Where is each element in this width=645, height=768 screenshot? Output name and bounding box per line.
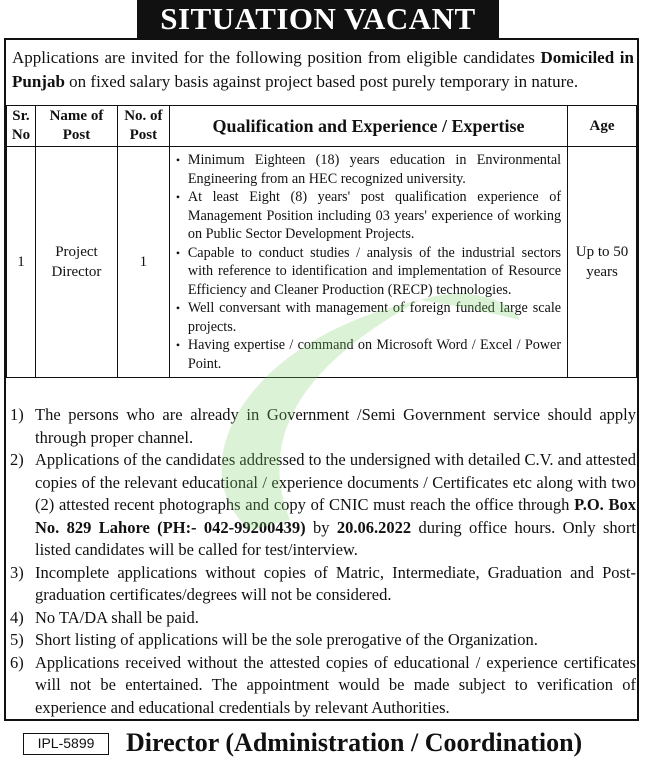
term-number: 4) <box>10 607 24 627</box>
qualification-text: Having expertise / command on Microsoft Word / Excel / Power Point. <box>187 337 562 372</box>
list-item <box>10 607 636 630</box>
page-title: SITUATION VACANT <box>137 0 499 38</box>
qualification-text: Minimum Eighteen (18) years education in Environmental Engineering from an HEC recognized university. <box>187 152 562 187</box>
intro-domicile: Domiciled in Punjab <box>12 48 634 91</box>
qualification-text: Well conversant with management of foreign funded large scale projects. <box>187 300 562 335</box>
header-sr-no: Sr. No <box>7 106 36 147</box>
header-no-of-post: No. of Post <box>117 106 169 147</box>
list-item <box>10 629 636 652</box>
term-text: No TA/DA shall be paid. <box>35 607 199 627</box>
cell-sr-no: 1 <box>7 147 36 378</box>
qualification-text: Capable to conduct studies / analysis of the industrial sectors with reference to identification and implementation of Resource Efficiency and Cleaner Production (RECP) technologies. <box>187 244 562 298</box>
list-item <box>174 244 561 300</box>
header-age: Age <box>568 106 637 147</box>
bullet-icon: • <box>175 338 181 352</box>
list-item <box>10 404 636 449</box>
term-number: 6) <box>10 652 24 672</box>
cell-age: Up to 50 years <box>568 147 637 378</box>
list-item <box>10 449 636 562</box>
intro-text-after: on fixed salary basis against project based post purely temporary in nature. <box>64 72 579 91</box>
term-number: 5) <box>10 630 24 649</box>
term-text: Short listing of applications will be the sole prerogative of the Organization. <box>35 630 538 649</box>
list-item <box>174 151 561 188</box>
cell-qualifications <box>169 147 567 378</box>
qualification-list <box>174 151 561 373</box>
header-name-of-post: Name of Post <box>35 106 117 147</box>
term-text: by <box>305 517 337 537</box>
list-item <box>174 299 561 336</box>
term-text: during office hours. Only short listed candidates will be called for test/interview. <box>35 517 637 559</box>
table-row <box>7 147 637 378</box>
header-qualification: Qualification and Experience / Expertise <box>169 106 567 147</box>
list-item <box>10 562 636 607</box>
term-text: The persons who are already in Government /Semi Government service should apply through proper channel. <box>35 405 636 447</box>
list-item <box>174 336 561 373</box>
list-item <box>10 652 636 720</box>
intro-text-before: Applications are invited for the following position from eligible candidates <box>12 48 541 67</box>
term-number: 2) <box>10 450 24 469</box>
postal-address: P.O. Box No. 829 Lahore (PH:- 042-99200439) <box>35 495 636 537</box>
bullet-icon: • <box>175 190 181 204</box>
cell-no-of-post: 1 <box>117 147 169 378</box>
post-table <box>6 105 637 378</box>
qualification-text: At least Eight (8) years' post qualification experience of Management Position including 03 years' experience of working on Public Sector Development Projects. <box>187 189 562 242</box>
terms-list <box>10 404 636 719</box>
signatory: Director (Administration / Coordination) <box>126 728 583 757</box>
term-text: Applications of the candidates addressed to the undersigned with detailed C.V. and attested copies of the relevant educational / experience documents / Certificates etc along with two (2) attested recent photographs and copy of CNIC must reach the office through <box>35 450 636 514</box>
bullet-icon: • <box>175 245 181 260</box>
ipl-code-badge: IPL-5899 <box>23 733 109 755</box>
intro-paragraph <box>12 46 634 94</box>
list-item <box>174 188 561 244</box>
term-number: 1) <box>10 405 24 424</box>
bullet-icon: • <box>175 301 181 315</box>
term-text: Applications received without the attested copies of educational / experience certificates will not be entertained. The appointment would be made subject to verification of experience and educational credentials by relevant Authorities. <box>35 652 636 717</box>
bullet-icon: • <box>175 153 181 167</box>
cell-post-name: Project Director <box>35 147 117 378</box>
deadline-date: 20.06.2022 <box>336 517 412 537</box>
post-table-header-row <box>7 106 637 147</box>
term-number: 3) <box>10 562 24 582</box>
term-text: Incomplete applications without copies of Matric, Intermediate, Graduation and Post-graduation certificates/degrees will not be considered. <box>35 562 636 604</box>
